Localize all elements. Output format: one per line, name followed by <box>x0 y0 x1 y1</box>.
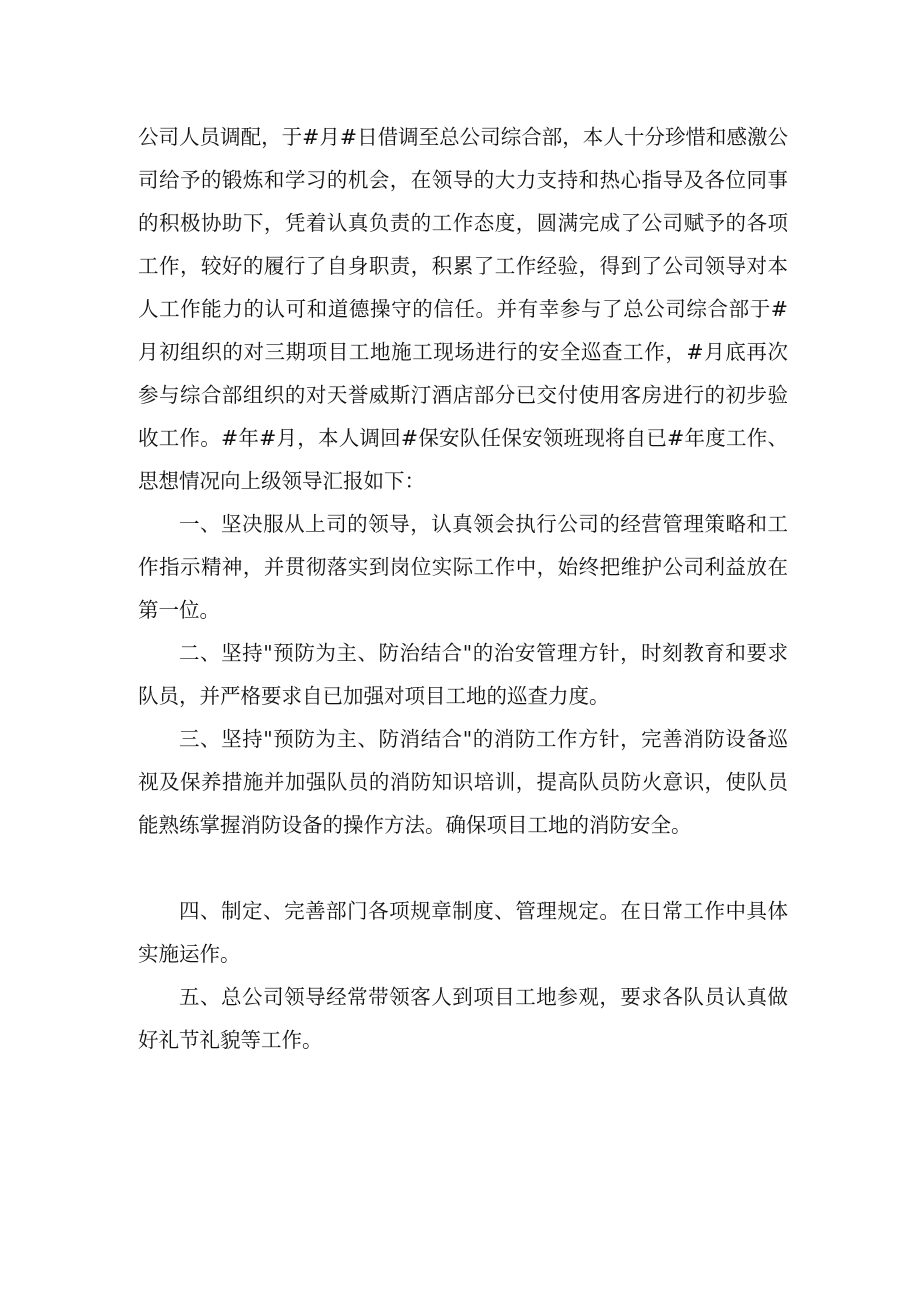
paragraph-item-5: 五、总公司领导经常带领客人到项目工地参观，要求各队员认真做好礼节礼貌等工作。 <box>138 985 788 1052</box>
paragraph-item-1: 一、坚决服从上司的领导，认真领会执行公司的经营管理策略和工作指示精神，并贯彻落实到岗位实际工作中，始终把维护公司利益放在第一位。 <box>138 512 788 622</box>
document-body <box>138 116 788 1062</box>
paragraph-item-4: 四、制定、完善部门各项规章制度、管理规定。在日常工作中具体实施运作。 <box>138 899 788 966</box>
paragraph-intro: 公司人员调配，于#月#日借调至总公司综合部，本人十分珍惜和感激公司给予的锻炼和学习的机会，在领导的大力支持和热心指导及各位同事的积极协助下，凭着认真负责的工作态度，圆满完成了公司赋予的各项工作，较好的履行了自身职责，积累了工作经验，得到了公司领导对本人工作能力的认可和道德操守的信任。并有幸参与了总公司综合部于#月初组织的对三期项目工地施工现场进行的安全巡查工作，#月底再次参与综合部组织的对天誉威斯汀酒店部分已交付使用客房进行的初步验收工作。#年#月，本人调回#保安队任保安领班现将自已#年度工作、思想情况向上级领导汇报如下： <box>138 125 788 493</box>
paragraph-item-3: 三、坚持"预防为主、防消结合"的消防工作方针，完善消防设备巡视及保养措施并加强队员的消防知识培训，提高队员防火意识，使队员能熟练掌握消防设备的操作方法。确保项目工地的消防安全。 <box>138 727 788 837</box>
paragraph-spacer <box>138 847 788 890</box>
paragraph-item-2: 二、坚持"预防为主、防治结合"的治安管理方针，时刻教育和要求队员，并严格要求自已加强对项目工地的巡查力度。 <box>138 641 788 708</box>
